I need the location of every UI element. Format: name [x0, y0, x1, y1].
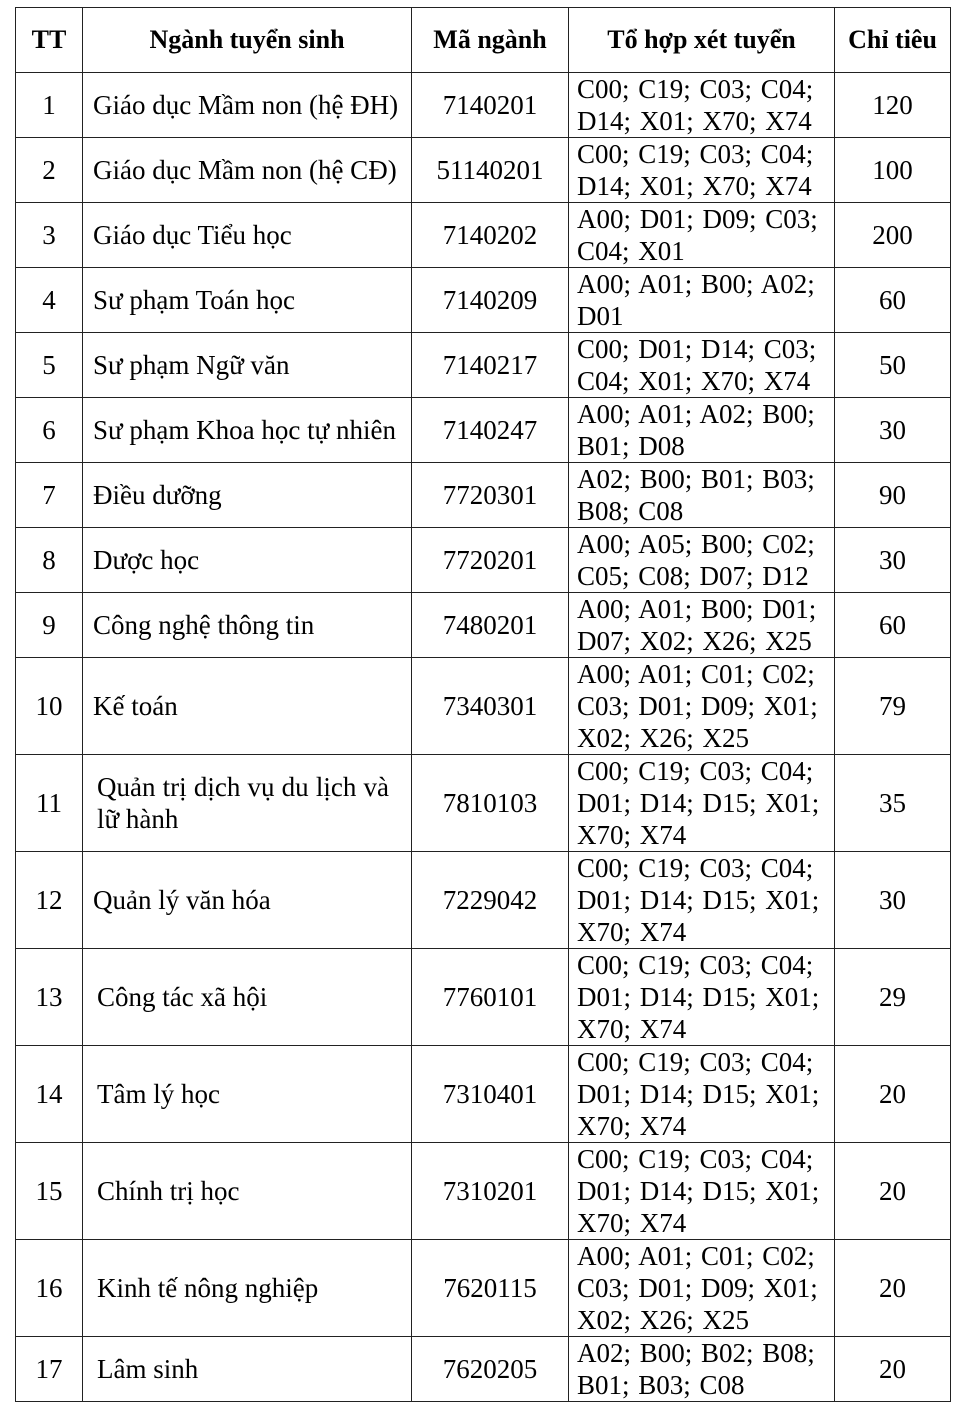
row-tt: 3 — [16, 203, 83, 268]
row-combo: A00; A01; B00; D01; D07; X02; X26; X25 — [569, 593, 835, 658]
row-combo: A00; D01; D09; C03; C04; X01 — [569, 203, 835, 268]
table-row — [16, 463, 951, 528]
row-quota: 60 — [835, 593, 951, 658]
header-combo: Tổ hợp xét tuyển — [569, 8, 835, 73]
table-row — [16, 398, 951, 463]
row-combo: C00; C19; C03; C04; D01; D14; D15; X01; X70; X74 — [569, 1143, 835, 1240]
row-name: Sư phạm Toán học — [83, 268, 412, 333]
row-name: Công tác xã hội — [83, 949, 412, 1046]
row-combo: C00; C19; C03; C04; D01; D14; D15; X01; X70; X74 — [569, 949, 835, 1046]
row-code: 7480201 — [412, 593, 569, 658]
row-combo: C00; C19; C03; C04; D01; D14; D15; X01; X70; X74 — [569, 1046, 835, 1143]
row-name: Giáo dục Tiểu học — [83, 203, 412, 268]
table-row — [16, 333, 951, 398]
row-tt: 9 — [16, 593, 83, 658]
row-quota: 20 — [835, 1240, 951, 1337]
row-combo: A00; A05; B00; C02; C05; C08; D07; D12 — [569, 528, 835, 593]
row-tt: 7 — [16, 463, 83, 528]
row-name: Tâm lý học — [83, 1046, 412, 1143]
row-name: Kinh tế nông nghiệp — [83, 1240, 412, 1337]
header-code: Mã ngành — [412, 8, 569, 73]
row-tt: 6 — [16, 398, 83, 463]
row-combo: C00; C19; C03; C04; D14; X01; X70; X74 — [569, 73, 835, 138]
row-quota: 20 — [835, 1143, 951, 1240]
table-row — [16, 138, 951, 203]
header-row — [16, 8, 951, 73]
row-code: 7140247 — [412, 398, 569, 463]
row-combo: A00; A01; A02; B00; B01; D08 — [569, 398, 835, 463]
row-combo: C00; D01; D14; C03; C04; X01; X70; X74 — [569, 333, 835, 398]
row-tt: 16 — [16, 1240, 83, 1337]
row-tt: 14 — [16, 1046, 83, 1143]
row-tt: 13 — [16, 949, 83, 1046]
row-combo: A02; B00; B01; B03; B08; C08 — [569, 463, 835, 528]
row-quota: 35 — [835, 755, 951, 852]
row-combo: A00; A01; C01; C02; C03; D01; D09; X01; X02; X26; X25 — [569, 658, 835, 755]
row-tt: 1 — [16, 73, 83, 138]
row-quota: 200 — [835, 203, 951, 268]
row-name: Quản trị dịch vụ du lịch và lữ hành — [83, 755, 412, 852]
row-combo: C00; C19; C03; C04; D14; X01; X70; X74 — [569, 138, 835, 203]
table-row — [16, 852, 951, 949]
row-quota: 100 — [835, 138, 951, 203]
table-row — [16, 1240, 951, 1337]
row-quota: 60 — [835, 268, 951, 333]
row-combo: A00; A01; C01; C02; C03; D01; D09; X01; X02; X26; X25 — [569, 1240, 835, 1337]
row-name: Công nghệ thông tin — [83, 593, 412, 658]
row-code: 7310401 — [412, 1046, 569, 1143]
row-tt: 11 — [16, 755, 83, 852]
row-tt: 4 — [16, 268, 83, 333]
row-quota: 120 — [835, 73, 951, 138]
row-tt: 12 — [16, 852, 83, 949]
row-quota: 30 — [835, 398, 951, 463]
row-code: 7340301 — [412, 658, 569, 755]
row-combo: A02; B00; B02; B08; B01; B03; C08 — [569, 1337, 835, 1402]
row-code: 7140202 — [412, 203, 569, 268]
row-name: Giáo dục Mầm non (hệ ĐH) — [83, 73, 412, 138]
table-row — [16, 268, 951, 333]
table-row — [16, 658, 951, 755]
row-name: Quản lý văn hóa — [83, 852, 412, 949]
row-code: 7140201 — [412, 73, 569, 138]
table-row — [16, 1046, 951, 1143]
row-name: Chính trị học — [83, 1143, 412, 1240]
header-tt: TT — [16, 8, 83, 73]
table-row — [16, 949, 951, 1046]
row-name: Dược học — [83, 528, 412, 593]
row-tt: 17 — [16, 1337, 83, 1402]
row-code: 7720201 — [412, 528, 569, 593]
row-combo: C00; C19; C03; C04; D01; D14; D15; X01; X70; X74 — [569, 755, 835, 852]
row-code: 7760101 — [412, 949, 569, 1046]
row-quota: 30 — [835, 528, 951, 593]
row-combo: C00; C19; C03; C04; D01; D14; D15; X01; X70; X74 — [569, 852, 835, 949]
row-code: 7810103 — [412, 755, 569, 852]
row-name: Sư phạm Khoa học tự nhiên — [83, 398, 412, 463]
table-row — [16, 528, 951, 593]
table-row — [16, 593, 951, 658]
row-combo: A00; A01; B00; A02; D01 — [569, 268, 835, 333]
row-tt: 5 — [16, 333, 83, 398]
table-row — [16, 203, 951, 268]
row-code: 7620115 — [412, 1240, 569, 1337]
table-row — [16, 1337, 951, 1402]
row-quota: 50 — [835, 333, 951, 398]
row-tt: 2 — [16, 138, 83, 203]
row-code: 7140217 — [412, 333, 569, 398]
row-tt: 10 — [16, 658, 83, 755]
row-code: 7140209 — [412, 268, 569, 333]
row-tt: 8 — [16, 528, 83, 593]
row-quota: 20 — [835, 1337, 951, 1402]
header-name: Ngành tuyển sinh — [83, 8, 412, 73]
row-code: 51140201 — [412, 138, 569, 203]
header-quota: Chỉ tiêu — [835, 8, 951, 73]
table-row — [16, 1143, 951, 1240]
row-code: 7229042 — [412, 852, 569, 949]
admissions-table — [15, 7, 951, 1402]
row-name: Điều dưỡng — [83, 463, 412, 528]
row-quota: 30 — [835, 852, 951, 949]
row-quota: 79 — [835, 658, 951, 755]
row-name: Lâm sinh — [83, 1337, 412, 1402]
row-code: 7310201 — [412, 1143, 569, 1240]
row-quota: 20 — [835, 1046, 951, 1143]
row-quota: 29 — [835, 949, 951, 1046]
table-row — [16, 755, 951, 852]
row-name: Sư phạm Ngữ văn — [83, 333, 412, 398]
row-tt: 15 — [16, 1143, 83, 1240]
row-quota: 90 — [835, 463, 951, 528]
row-name: Kế toán — [83, 658, 412, 755]
row-code: 7720301 — [412, 463, 569, 528]
row-code: 7620205 — [412, 1337, 569, 1402]
table-row — [16, 73, 951, 138]
row-name: Giáo dục Mầm non (hệ CĐ) — [83, 138, 412, 203]
